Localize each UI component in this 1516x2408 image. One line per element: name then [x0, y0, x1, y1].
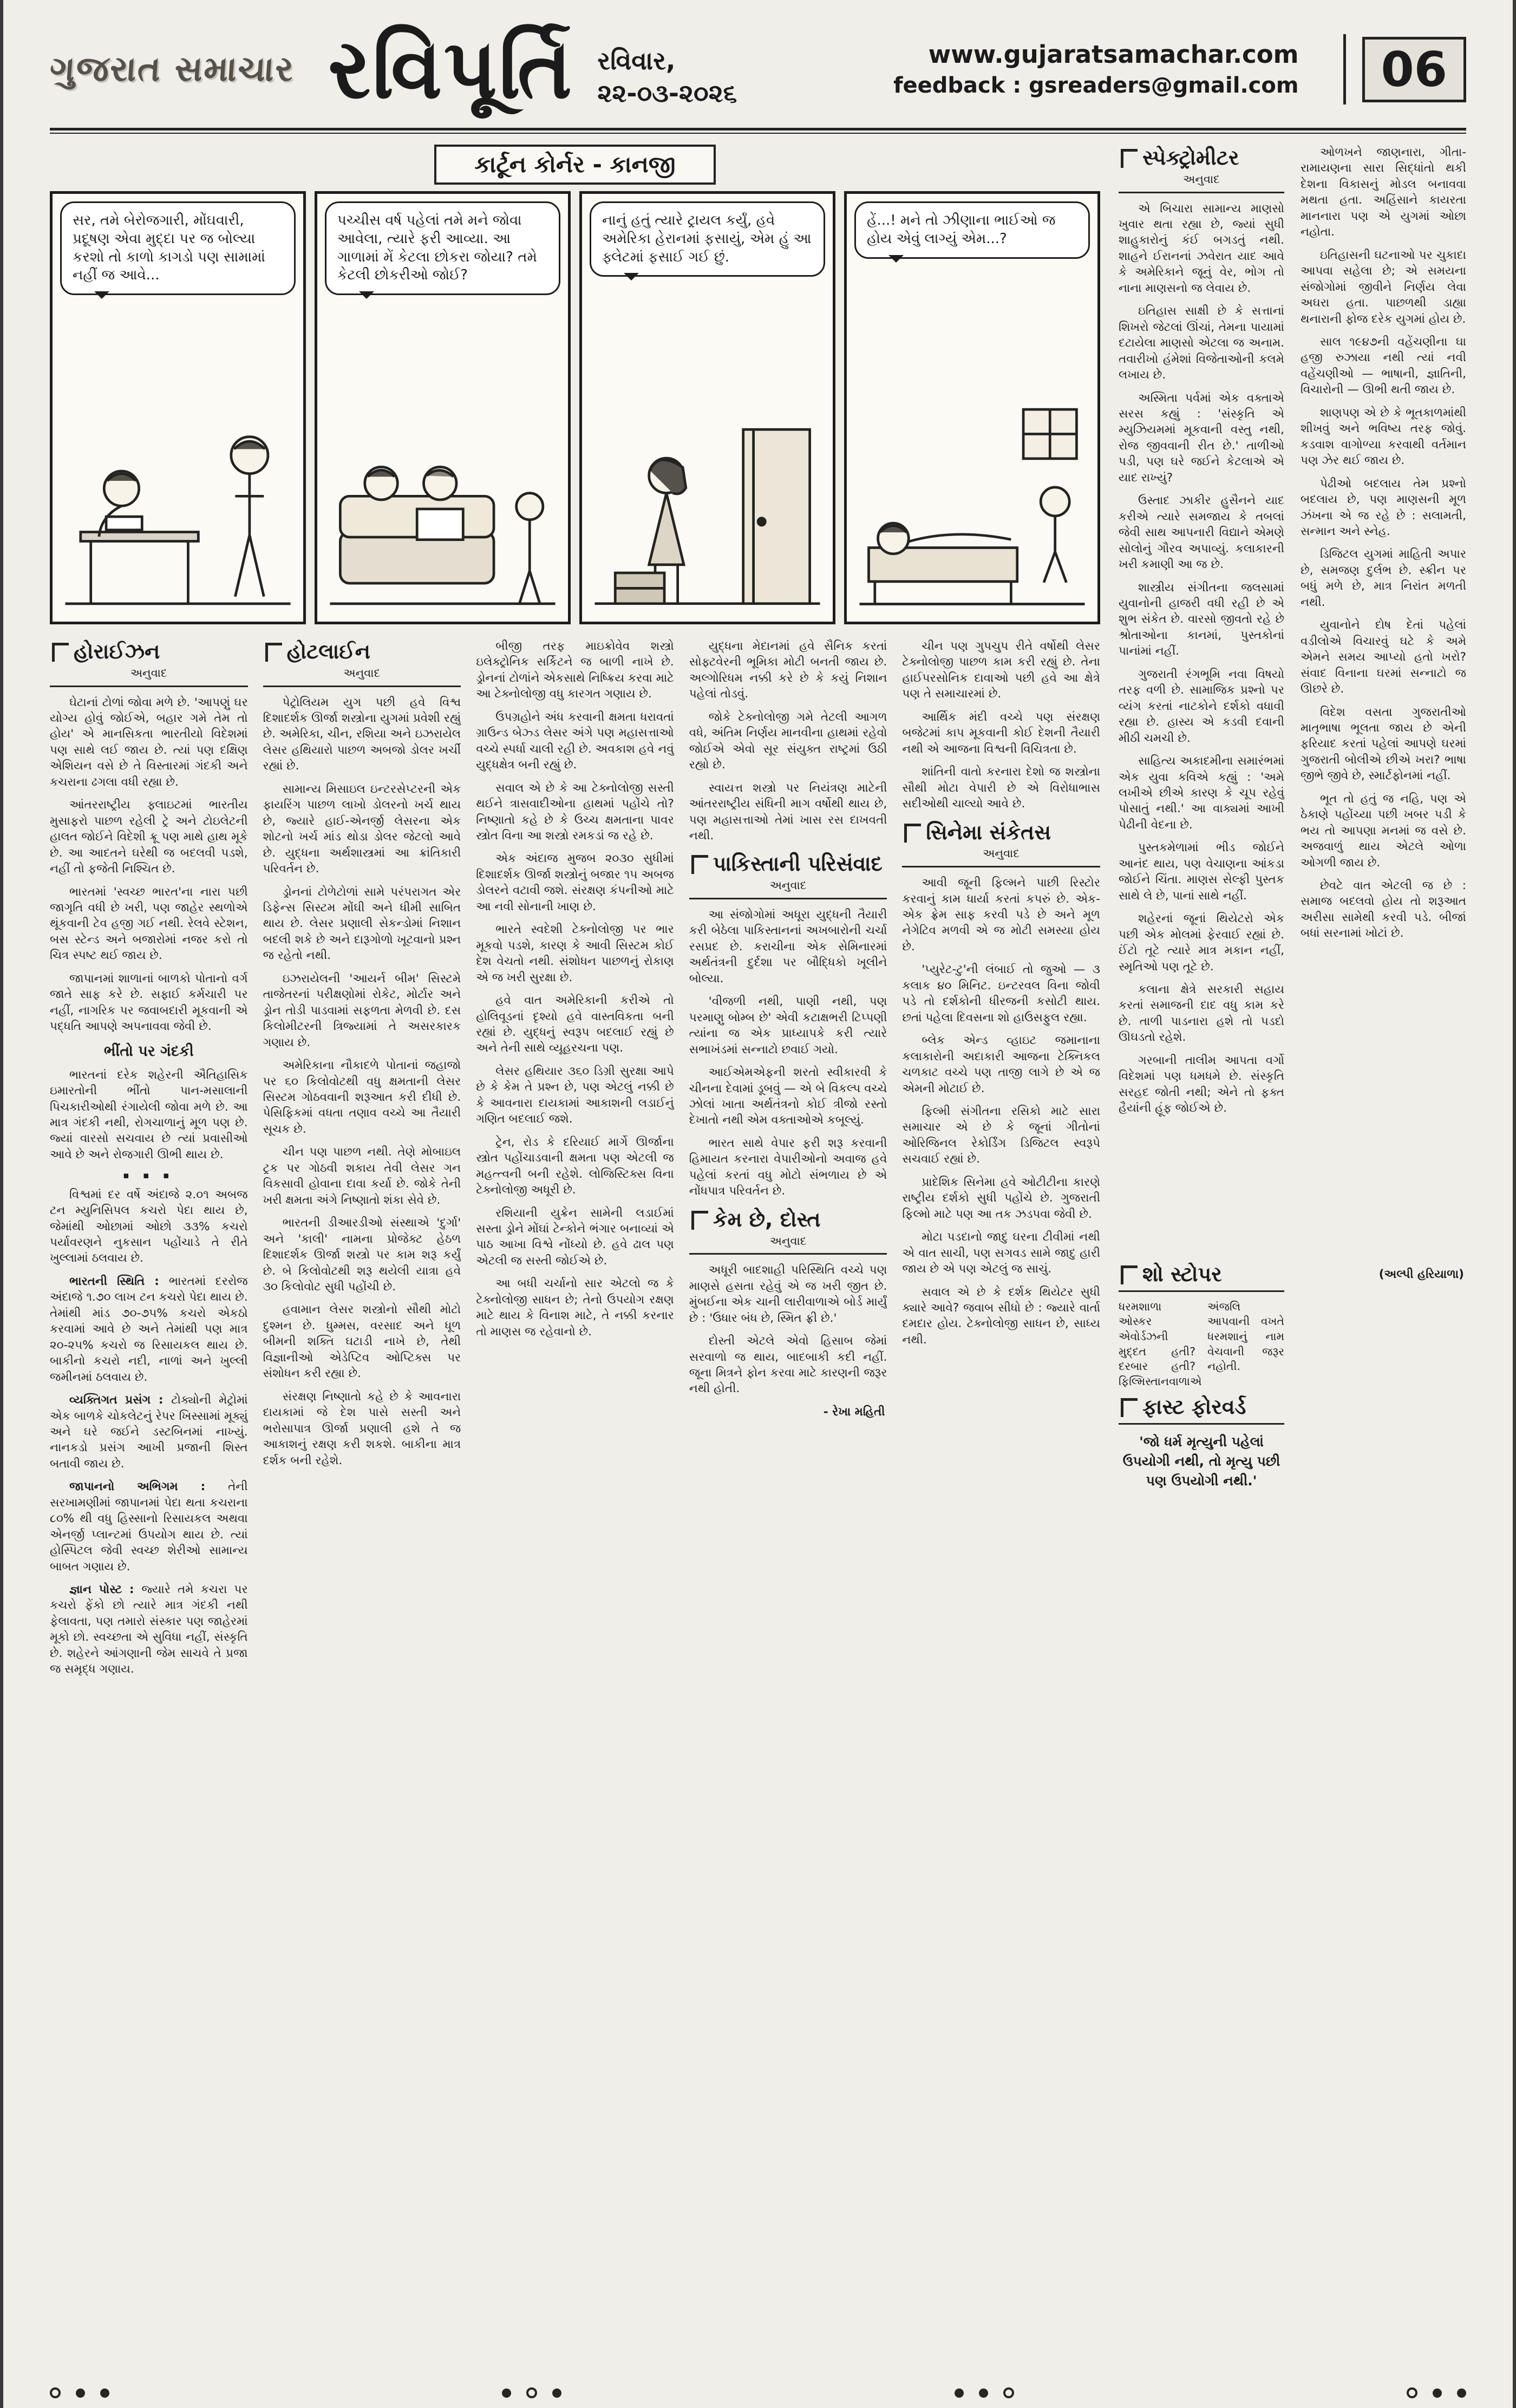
footer-dot-group — [502, 2387, 561, 2398]
footer-dot-group — [50, 2387, 109, 2398]
body-paragraph: આવી જૂની ફિલ્મને પાછી રિસ્ટોર કરવાનું કામ ધાર્યા કરતાં કપરું છે. એક-એક ફ્રેમ સાફ કરવી પડે છે અને મૂળ નેગેટિવ મળવી એ જ મોટી સમસ્યા હોય છે. — [902, 876, 1100, 954]
body-paragraph: કલાના ક્ષેત્રે સરકારી સહાય કરતાં સમાજની દાદ વધુ કામ કરે છે. તાળી પાડનારા હશે તો પડદો ઊઘડતો રહેશે. — [1119, 982, 1284, 1045]
body-paragraph: ઇતિહાસ સાક્ષી છે કે સત્તાનાં શિખરો જેટલાં ઊંચાં, તેમના પાયામાં દટાયેલા માણસો એટલા જ અનામ. તવારીખો હંમેશાં વિજેતાઓની કલમે લખાય છે. — [1119, 304, 1284, 382]
body-paragraph: અધૂરી બાદશાહી પરિસ્થિતિ વચ્ચે પણ માણસે હસતા રહેવું એ જ ખરી જીત છે. મુંબઈના એક ચાની લારીવાળાએ બોર્ડ માર્યું છે : 'ઉધાર બંધ છે, સ્મિત ફ્રી છે.' — [689, 1263, 887, 1325]
issue-day: રવિવાર, — [597, 46, 676, 76]
section-head — [1119, 1261, 1284, 1292]
body-paragraph: 'પ્યુરેટ-ટુ'ની લંબાઈ તો જુઓ — ૩ કલાક ૪૦ મિનિટ. ઇન્ટરવલ વિના જોવી પડે તો દર્શકોની ધીરજની કસોટી થાય. છતાં પહેલા દિવસના શો હાઉસફુલ રહ્યા. — [902, 963, 1100, 1024]
section-head — [902, 819, 1100, 868]
column-2 — [263, 638, 461, 2370]
main-text-columns — [50, 638, 1100, 2370]
footer-dot-group — [955, 2387, 1014, 2398]
body-paragraph: સાહિત્ય અકાદમીના સમારંભમાં એક યુવા કવિએ કહ્યું : 'અમે લખીએ છીએ કારણ કે ચૂપ રહેવું પોસાતું નથી.' આ વાક્યમાં આખી પેઢીની વેદના છે. — [1119, 754, 1284, 832]
paragraph-lead: વ્યક્તિગત પ્રસંગ : — [69, 1393, 172, 1407]
paragraph-lead: જ્ઞાન પોસ્ટ : — [69, 1583, 142, 1597]
author-byline-box — [1301, 1261, 1466, 2370]
speech-bubble: નાનું હતું ત્યારે ટ્રાયલ કર્યું, હવે અમેરિકા હેરાનમાં ફસાયું, એમ હું આ ફ્લેટમાં ફસાઈ ગઈ છું. — [590, 201, 825, 277]
body-paragraph: ડ્રોનનાં ટોળેટોળાં સામે પરંપરાગત એર ડિફેન્સ સિસ્ટમ મોંઘી અને ધીમી સાબિત થાય છે. લેસર પ્રણાલી સેકન્ડોમાં નિશાન બદલી શકે છે અને દારૂગોળો ખૂટવાનો પ્રશ્ન જ રહેતો નથી. — [263, 885, 461, 963]
section-head — [689, 1206, 887, 1255]
right-text-columns — [1119, 145, 1466, 2370]
body-paragraph: અસ્મિતા પર્વમાં એક વક્તાએ સરસ કહ્યું : 'સંસ્કૃતિ એ મ્યુઝિયમમાં મૂકવાની વસ્તુ નથી, રોજ જીવવાની રીત છે.' તાળીઓ પડી, પણ ઘરે જઈને કેટલાએ એ યાદ રાખ્યું? — [1119, 391, 1284, 485]
body-paragraph: વિશ્વમાં દર વર્ષે અંદાજે ૨.૦૧ અબજ ટન મ્યુનિસિપલ કચરો પેદા થાય છે, જેમાંથી ઓછામાં ઓછો ૩૩% કચરો પર્યાવરણને નુકસાન પહોંચાડે તે રીતે ખુલ્લામાં ઠલવાય છે. — [50, 1187, 248, 1265]
section-title: કેમ છે, દોસ્ત — [689, 1209, 887, 1231]
contact-block — [893, 38, 1298, 101]
section-subtitle: અનુવાદ — [130, 666, 167, 680]
body-paragraph: ઘેટાનાં ટોળાં જોવા મળે છે. 'આપણું ઘર યોગ્ય હોવું જોઈએ, બહાર ગમે તેમ તો હોય' એ માનસિકતા ભારતીયો વિદેશમાં પણ સાથે લઈ જાય છે. ત્યાં પણ દક્ષિણ એશિયન વસે છે તે વિસ્તારમાં ગંદકી અને કચરાના ઢગલા વધી રહ્યા છે. — [50, 695, 248, 789]
section-head — [689, 851, 887, 899]
column-3 — [476, 638, 674, 2370]
body-paragraph: ગરબાની તાલીમ આપતા વર્ગો વિદેશમાં પણ ધમધમે છે. સંસ્કૃતિ સરહદ જોતી નથી; એને તો ફક્ત હૈયાંની હૂંફ જોઈએ છે. — [1119, 1053, 1284, 1115]
body-paragraph: પુસ્તકમેળામાં ભીડ જોઈને આનંદ થાય, પણ વેચાણના આંકડા જોઈને ચિંતા. માણસ સેલ્ફી પુસ્તક સાથે લે છે, પાનાં સાથે નહીં. — [1119, 841, 1284, 903]
body-paragraph: લેસર હથિયાર ૩૬૦ ડિગ્રી સુરક્ષા આપે છે કે કેમ તે પ્રશ્ન છે, પણ એટલું નક્કી છે કે આવનારા દાયકામાં આકાશની લડાઈનું ગણિત બદલાઈ જશે. — [476, 1064, 674, 1126]
body-paragraph: સંરક્ષણ નિષ્ણાતો કહે છે કે આવનારા દાયકામાં જે દેશ પાસે સસ્તી અને ભરોસાપાત્ર ઊર્જા પ્રણાલી હશે તે જ આકાશનું રક્ષણ કરી શકશે. બાકીના માત્ર દર્શક બની રહેશે. — [263, 1389, 461, 1467]
feedback-email: feedback : gsreaders@gmail.com — [893, 73, 1299, 99]
body-paragraph: યુવાનોને દોષ દેતાં પહેલાં વડીલોએ વિચારવું ઘટે કે અમે એમને સમય આપ્યો હતો ખરો? સંવાદ વિનાના ઘરમાં સન્નાટો જ ઊછરે છે. — [1301, 618, 1466, 696]
cartoon-drawing-office — [60, 303, 296, 614]
body-paragraph: ચીન પણ પાછળ નથી. તેણે મોબાઇલ ટ્રક પર ગોઠવી શકાય તેવી લેસર ગન વિકસાવી હોવાના દાવા કર્યા છે. જોકે તેની ખરી ક્ષમતા અંગે નિષ્ણાતો શંકા સેવે છે. — [263, 1145, 461, 1207]
spectrometer-continued-text — [1301, 145, 1466, 1254]
body-paragraph: ભારતની ડીઆરડીઓ સંસ્થાએ 'દુર્ગા' અને 'કાલી' નામના પ્રોજેક્ટ હેઠળ દિશાદર્શક ઊર્જા શસ્ત્રો પર કામ શરૂ કર્યું છે. બે કિલોવોટથી શરૂ થયેલી યાત્રા હવે ૩૦ કિલોવોટ સુધી પહોંચી છે. — [263, 1216, 461, 1294]
column-5 — [902, 638, 1100, 2370]
body-paragraph: ઇઝરાયેલની 'આયર્ન બીમ' સિસ્ટમે તાજેતરનાં પરીક્ષણોમાં રોકેટ, મોર્ટાર અને ડ્રોન તોડી પાડવામાં સફળતા મેળવી છે. દસ કિલોમીટરની ત્રિજ્યામાં તે અસરકારક ગણાય છે. — [263, 971, 461, 1049]
body-paragraph: ભારતની સ્થિતિ : ભારતમાં દરરોજ અંદાજે ૧.૭૦ લાખ ટન કચરો પેદા થાય છે. તેમાંથી માંડ ૭૦-૭૫% કચરો એકઠો કરવામાં આવે છે અને તેમાંથી પણ માત્ર ૨૦-૨૫% કચરો જ રિસાયકલ થાય છે. બાકીનો કચરો નદી, નાળાં અને ખુલ્લી જમીનમાં ઠલવાય છે. — [50, 1274, 248, 1384]
cartoon-drawing-doorway — [590, 284, 825, 614]
cartoon-panel-3 — [579, 191, 835, 624]
newspaper-logo: ગુજરાત સમાચાર — [48, 49, 296, 89]
website-url: www.gujaratsamachar.com — [928, 40, 1299, 69]
footer-ornament — [50, 2387, 1466, 2398]
cartoon-drawing-sofa — [325, 303, 560, 614]
body-paragraph: સ્વાયત્ત શસ્ત્રો પર નિયંત્રણ માટેની આંતરરાષ્ટ્રીય સંધિની માગ વર્ષોથી થાય છે, પણ મહાસત્તાઓ તેમાં ખાસ રસ દાખવતી નથી. — [689, 781, 887, 843]
column-7 — [1301, 145, 1466, 2370]
body-paragraph: ફિલ્મી સંગીતના રસિકો માટે સારા સમાચાર એ છે કે જૂનાં ગીતોનાં ઓરિજિનલ રેકોર્ડિંગ ડિજિટલ સ્વરૂપે સચવાઈ રહ્યાં છે. — [902, 1104, 1100, 1166]
body-paragraph: જ્ઞાન પોસ્ટ : જ્યારે તમે કચરા પર કચરો ફેંકો છો ત્યારે માત્ર ગંદકી નથી ફેલાવતા, પણ તમારો સંસ્કાર પણ જાહેરમાં મૂકો છો. સ્વચ્છતા એ સુવિધા નહીં, સંસ્કૃતિ છે. શહેરને આંગણાની જેમ સાચવે તે પ્રજા જ સમૃદ્ધ ગણાય. — [50, 1583, 248, 1676]
section-head — [1119, 145, 1284, 193]
section-head — [50, 638, 248, 687]
body-paragraph: પેઢીઓ બદલાય તેમ પ્રશ્નો બદલાય છે, પણ માણસની મૂળ ઝંખના એ જ રહે છે : સલામતી, સન્માન અને સ્નેહ. — [1301, 477, 1466, 538]
body-paragraph: છેવટે વાત એટલી જ છે : સમાજ બદલવો હોય તો શરૂઆત અરીસા સામેથી કરવી પડે. બીજાં બધાં સરનામાં ખોટાં છે. — [1301, 879, 1466, 941]
body-paragraph: ઓળખને જાણનારા, ગીતા-રામાયણના સારા સિદ્ધાંતો થકી દેશના વિકાસનું મોડલ બનાવવા મથતા હતા. અહિંસાને કાયરતા માનનારા પણ એ યુગમાં ઓછા નહોતા. — [1301, 146, 1466, 239]
section-head — [1119, 1394, 1284, 1425]
body-paragraph: મોટા પડદાનો જાદુ ઘરના ટીવીમાં નથી એ વાત સાચી, પણ સગવડ સામે જાદુ હારી જાય છે એ પણ એટલું જ સાચું. — [902, 1230, 1100, 1276]
issue-date-numeric: ૨૨-૦૩-૨૦૨૬ — [597, 79, 737, 108]
masthead — [50, 15, 1466, 123]
body-paragraph: ટ્રેન, રોડ કે દરિયાઈ માર્ગે ઊર્જાના સ્ત્રોત પહોંચાડવાની ક્ષમતા પણ એટલી જ મહત્ત્વની બની રહેશે. લોજિસ્ટિક્સ વિના ટેક્નોલોજી અધૂરી છે. — [476, 1135, 674, 1197]
body-paragraph: સાલ ૧૯૪૭ની વહેંચણીના ઘા હજી રુઝાયા નથી ત્યાં નવી વહેંચણીઓ — ભાષાની, જ્ઞાતિની, વિચારોની — ઊભી થતી જાય છે. — [1301, 335, 1466, 397]
body-paragraph: ભારત સાથે વેપાર ફરી શરૂ કરવાની હિમાયત કરનારા વેપારીઓનો અવાજ હવે પહેલાં કરતાં વધુ મોટો સંભળાય છે એ નોંધપાત્ર પરિવર્તન છે. — [689, 1136, 887, 1198]
section-title: હોટલાઈન — [263, 641, 461, 663]
body-paragraph: શાંતિની વાતો કરનારા દેશો જ શસ્ત્રોના સૌથી મોટા વેપારી છે એ વિરોધાભાસ સદીઓથી ચાલ્યો આવે છે. — [902, 765, 1100, 811]
body-paragraph: ચીન પણ ગુપચુપ રીતે વર્ષોથી લેસર ટેક્નોલોજી પાછળ કામ કરી રહ્યું છે. તેના હાઈપરસોનિક દાવાઓ પછી હવે આ ક્ષેત્રે પણ તે સમાચારમાં છે. — [902, 639, 1100, 701]
cartoon-drawing-bedroom — [854, 266, 1090, 614]
paragraph-lead: જાપાનનો અભિગમ : — [69, 1480, 228, 1494]
body-paragraph: 'વીજળી નથી, પાણી નથી, પણ પરમાણુ બોમ્બ છે' એવી કટાક્ષભરી ટિપ્પણી ત્યાંના જ એક પ્રાધ્યાપકે કરી ત્યારે સભાખંડમાં સન્નાટો છવાઈ ગયો. — [689, 995, 887, 1056]
body-paragraph: જાપાનનો અભિગમ : તેની સરખામણીમાં જાપાનમાં પેદા થતા કચરાના ૮૦% થી વધુ હિસ્સાનો રિસાયકલ અથવા એનર્જી પ્લાન્ટમાં ઉપયોગ થાય છે. ત્યાં હોસ્પિટલ જેવી સ્વચ્છ શેરીઓ સામાન્ય બાબત ગણાય છે. — [50, 1480, 248, 1574]
body-paragraph: અમેરિકાના નૌકાદળે પોતાનાં જહાજો પર ૬૦ કિલોવોટથી વધુ ક્ષમતાની લેસર સિસ્ટમ ગોઠવવાની શરૂઆત કરી દીધી છે. પેસિફિકમાં વધતા તણાવ વચ્ચે આ તૈયારી સૂચક છે. — [263, 1059, 461, 1136]
byline: - રેખા મહિતી — [823, 1405, 885, 1419]
body-paragraph: હવે વાત અમેરિકાની કરીએ તો હોલિવૂડનાં દૃશ્યો હવે વાસ્તવિકતા બની રહ્યાં છે. યુદ્ધનું સ્વરૂપ બદલાઈ રહ્યું છે અને તેની સાથે વ્યૂહરચના પણ. — [476, 994, 674, 1055]
column-1 — [50, 638, 248, 2370]
body-paragraph: ભારતમાં 'સ્વચ્છ ભારત'ના નારા પછી જાગૃતિ વધી છે ખરી, પણ જાહેર સ્થળોએ થૂંકવાની ટેવ હજી ગઈ નથી. રેલવે સ્ટેશન, બસ સ્ટેન્ડ અને બજારોમાં નજર કરો તો ચિત્ર સ્પષ્ટ થઈ જાય છે. — [50, 885, 248, 963]
supplement-title: રવિપૂર્તિ — [328, 21, 574, 117]
body-paragraph: સવાલ એ છે કે આ ટેક્નોલોજી સસ્તી થઈને ત્રાસવાદીઓના હાથમાં પહોંચે તો? નિષ્ણાતો કહે છે કે ઉચ્ચ ક્ષમતાના પાવર સ્ત્રોત વિના આ શસ્ત્રો રમકડાં જ રહે છે. — [476, 781, 674, 843]
body-paragraph: ગુજરાતી રંગભૂમિ નવા વિષયો તરફ વળી છે. સામાજિક પ્રશ્નો પર વ્યંગ કરતાં નાટકોને દર્શકો વધાવી રહ્યા છે. હાસ્ય એ કડવી દવાની મીઠી ચમચી છે. — [1119, 667, 1284, 745]
section-subtitle: અનુવાદ — [343, 666, 381, 680]
body-paragraph: બ્લેક એન્ડ વ્હાઇટ જમાનાના કલાકારોની અદાકારી આજના ટેક્નિકલ ચળકાટ વચ્ચે પણ તાજી લાગે છે એ જ એમની મોટાઈ છે. — [902, 1034, 1100, 1095]
paragraph-separator: ▪ ▪ ▪ — [123, 1170, 175, 1182]
body-paragraph: ભૂત તો હતું જ નહિ, પણ એ ઠેકાણે પહોંચ્યા પછી ખબર પડી કે ભય તો આપણા મનમાં જ વસે છે. અજવાળું થાય એટલે ઓળા ઓગળી જાય છે. — [1301, 792, 1466, 870]
body-paragraph: હવામાન લેસર શસ્ત્રોનો સૌથી મોટો દુશ્મન છે. ધુમ્મસ, વરસાદ અને ધૂળ બીમની શક્તિ ઘટાડી નાખે છે, તેથી વિજ્ઞાનીઓ એડેપ્ટિવ ઓપ્ટિક્સ પર સંશોધન કરી રહ્યા છે. — [263, 1303, 461, 1381]
body-paragraph: એક અંદાજ મુજબ ૨૦૩૦ સુધીમાં દિશાદર્શક ઊર્જા શસ્ત્રોનું બજાર ૧૫ અબજ ડોલરને વટાવી જશે. સંરક્ષણ કંપનીઓ માટે આ નવી સોનાની ખાણ છે. — [476, 852, 674, 913]
body-paragraph: આંતરરાષ્ટ્રીય ફ્લાઇટમાં ભારતીય મુસાફરો પાછળ રહેલી ટ્રે અને ટોઇલેટની હાલત જોઈને વિદેશી ક્રૂ પણ માથે હાથ મૂકે છે. આ આદતને ઘરેથી જ બદલવી પડશે, નહીં તો ફજેતી નિશ્ચિત છે. — [50, 798, 248, 876]
body-paragraph: પેટ્રોલિયમ યુગ પછી હવે વિશ્વ દિશાદર્શક ઊર્જા શસ્ત્રોના યુગમાં પ્રવેશી રહ્યું છે. અમેરિકા, ચીન, રશિયા અને ઇઝરાયેલ લેસર હથિયારો પાછળ અબજો ડોલર ખર્ચી રહ્યાં છે. — [263, 695, 461, 773]
column-4 — [689, 638, 887, 2370]
quote-text: 'જો ધર્મ મૃત્યુની પહેલાં ઉપયોગી નથી, તો મૃત્યુ પછી પણ ઉપયોગી નથી.' — [1122, 1433, 1280, 1489]
cartoon-panel-1 — [50, 191, 306, 624]
header-divider — [1343, 34, 1346, 105]
section-subtitle: અનુવાદ — [769, 1234, 807, 1248]
body-paragraph: બીજી તરફ માઇક્રોવેવ શસ્ત્રો ઇલેક્ટ્રોનિક સર્કિટને જ બાળી નાખે છે. ડ્રોનનાં ટોળાંને એકસાથે નિષ્ક્રિય કરવા માટે આ ટેક્નોલોજી વધુ કારગત ગણાય છે. — [476, 639, 674, 701]
cartoon-panel-4 — [844, 191, 1100, 624]
byline: (અલ્પી હરિયાળા) — [1378, 1268, 1464, 1281]
body-paragraph: ઉસ્તાદ ઝાકીર હુસૈનને યાદ કરીએ ત્યારે સમજાય કે તબલાં જેવી સાથ આપનારી વિદ્યાને એમણે સોલોનું ગૌરવ અપાવ્યું. કલાકારની ખરી કમાણી આ જ છે. — [1119, 494, 1284, 572]
body-paragraph: ભારતનાં દરેક શહેરની ઐતિહાસિક ઇમારતોની ભીંતો પાન-મસાલાની પિચકારીઓથી રંગાયેલી જોવા મળે છે. આ માત્ર ગંદકી નથી, રોગચાળાનું મૂળ પણ છે. જ્યાં વારસો સચવાય છે ત્યાં પ્રવાસીઓ આવે છે અને રોજગારી ઊભી થાય છે. — [50, 1068, 248, 1161]
section-title: પાકિસ્તાની પરિસંવાદ — [689, 853, 887, 876]
cartoon-section — [50, 145, 1100, 624]
body-paragraph: આ સંજોગોમાં અધૂરા યુદ્ધની તૈયારી કરી બેઠેલા પાકિસ્તાનનાં અખબારોની ચર્ચા રસપ્રદ છે. કરાચીના એક સેમિનારમાં અર્થતંત્રની દુર્દશા પર બૌદ્ધિકો ખૂલીને બોલ્યા. — [689, 908, 887, 986]
speech-bubble: પચ્ચીસ વર્ષ પહેલાં તમે મને જોવા આવેલા, ત્યારે ફરી આવ્યા. આ ગાળામાં મેં કેટલા છોકરા જોયા? તમે કેટલી છોકરીઓ જોઈ? — [325, 201, 560, 295]
speech-bubble: હેં...! મને તો ઝીણાના ભાઈઓ જ હોય એવું લાગ્યું એમ...? — [854, 201, 1090, 259]
body-paragraph: સામાન્ય મિસાઇલ ઇન્ટરસેપ્ટરની એક ફાયરિંગ પાછળ લાખો ડોલરનો ખર્ચ થાય છે, જ્યારે હાઈ-એનર્જી લેસરના એક શોટનો ખર્ચ માંડ થોડા ડોલર જેટલો આવે છે. યુદ્ધના અર્થશાસ્ત્રમાં આ ક્રાંતિકારી પરિવર્તન છે. — [263, 782, 461, 876]
masthead-rule — [50, 128, 1466, 134]
page-number: 06 — [1362, 37, 1466, 102]
body-paragraph: ડિજિટલ યુગમાં માહિતી અપાર છે, સમજણ દુર્લભ છે. સ્ક્રીન પર બધું મળે છે, માત્ર નિરાંત મળતી નથી. — [1301, 547, 1466, 609]
section-title: સ્પેક્ટ્રોમીટર — [1119, 147, 1284, 169]
body-paragraph: રશિયાની યુક્રેન સામેની લડાઈમાં સસ્તા ડ્રોને મોંઘાં ટેન્કોને ભંગાર બનાવ્યાં એ પાઠ આખા વિશ્વે નોંધ્યો છે. હવે ઢાલ પણ એટલી જ સસ્તી જોઈએ છે. — [476, 1206, 674, 1268]
body-paragraph: શાણપણ એ છે કે ભૂતકાળમાંથી શીખવું અને ભવિષ્ય તરફ જોવું. કડવાશ વાગોળ્યા કરવાથી વર્તમાન પણ ઝેર થઈ જાય છે. — [1301, 406, 1466, 468]
body-paragraph: એ બિચારા સામાન્ય માણસો ખુવાર થતા રહ્યા છે, જ્યાં સુધી શાહુકારોનું કંઈ બગડતું નથી. શાહને ઈરાનનાં ઝવેરાત યાદ આવે કે અમેરિકાને જૂનું વેર, ભોગ તો નાના માણસનો જ લેવાય છે. — [1119, 201, 1284, 295]
issue-date — [597, 45, 737, 110]
body-paragraph: જોકે ટેક્નોલોજી ગમે તેટલી આગળ વધે, અંતિમ નિર્ણય માનવીના હાથમાં રહેવો જોઈએ એવો સૂર સંયુક્ત રાષ્ટ્રમાં ઉઠી રહ્યો છે. — [689, 710, 887, 772]
body-paragraph: વિદેશ વસતા ગુજરાતીઓ માતૃભાષા ભૂલતા જાય છે એની ફરિયાદ કરતાં પહેલાં આપણે ઘરમાં ગુજરાતી બોલીએ છીએ ખરા? ભાષા જીભે જીવે છે, સ્માર્ટફોનમાં નહીં. — [1301, 705, 1466, 783]
section-title: ફાસ્ટ ફોરવર્ડ — [1119, 1396, 1284, 1419]
body-paragraph: દોસ્તી એટલે એવો હિસાબ જેમાં સરવાળો જ થાય, બાદબાકી કદી નહીં. જૂના મિત્રને ફોન કરવા માટે કારણની જરૂર નથી હોતી. — [689, 1334, 887, 1396]
section-subtitle: અનુવાદ — [769, 879, 807, 892]
body-paragraph: સવાલ એ છે કે દર્શક થિયેટર સુધી ક્યારે આવે? જવાબ સીધો છે : જ્યારે વાર્તા દમદાર હોય. ટેક્નોલોજી સાધન છે, સાધ્ય નથી. — [902, 1285, 1100, 1347]
speech-bubble: સર, તમે બેરોજગારી, મોંઘવારી, પ્રદૂષણ એવા મુદ્દા પર જ બોલ્યા કરશો તો કાળો કાગડો પણ સામામાં નહીં જ આવે... — [60, 201, 296, 295]
body-paragraph: આર્થિક મંદી વચ્ચે પણ સંરક્ષણ બજેટમાં કાપ મૂકવાની કોઈ દેશની તૈયારી નથી એ આજના વિશ્વની વિચિત્રતા છે. — [902, 710, 1100, 756]
paragraph-lead: ભારતની સ્થિતિ : — [69, 1274, 169, 1288]
body-paragraph: પ્રાદેશિક સિનેમા હવે ઓટીટીના કારણે રાષ્ટ્રીય દર્શકો સુધી પહોંચે છે. ગુજરાતી ફિલ્મો માટે પણ આ તક ઝડપવા જેવી છે. — [902, 1175, 1100, 1221]
section-head — [263, 638, 461, 687]
body-paragraph: આ બધી ચર્ચાનો સાર એટલો જ કે ટેક્નોલોજી સાધન છે; તેનો ઉપયોગ રક્ષણ માટે થાય કે વિનાશ માટે, તે નક્કી કરનાર તો માણસ જ રહેવાનો છે. — [476, 1277, 674, 1339]
body-paragraph: ઉપગ્રહોને અંધ કરવાની ક્ષમતા ધરાવતાં ગ્રાઉન્ડ બેઝ્ડ લેસર અંગે પણ મહાસત્તાઓ વચ્ચે સ્પર્ધા ચાલી રહી છે. અવકાશ હવે નવું યુદ્ધક્ષેત્ર બની રહ્યું છે. — [476, 710, 674, 772]
section-title: શો સ્ટોપર — [1119, 1263, 1284, 1286]
body-paragraph: વ્યક્તિગત પ્રસંગ : ટોક્યોની મેટ્રોમાં એક બાળકે ચોકલેટનું રેપર ખિસ્સામાં મૂક્યું અને ઘરે જઈને ડસ્ટબિનમાં નાખ્યું. નાનકડો પ્રસંગ આખી પ્રજાની શિસ્ત બતાવી જાય છે. — [50, 1393, 248, 1471]
section-title: સિનેમા સંકેતસ — [902, 821, 1100, 844]
body-paragraph: આઈએમએફની શરતો સ્વીકારવી કે ચીનના દેવામાં ડૂબવું — એ બે વિકલ્પ વચ્ચે ઝોલાં ખાતા અર્થતંત્રનો કોઈ ત્રીજો રસ્તો દેખાતો નથી એમ વક્તાઓએ કબૂલ્યું. — [689, 1066, 887, 1127]
body-paragraph: ઇતિહાસની ઘટનાઓ પર ચુકાદા આપવા સહેલા છે; એ સમયના સંજોગોમાં જીવીને નિર્ણય લેવા અઘરા હતા. પાછળથી ડાહ્યા થનારાની ફોજ દરેક યુગમાં હોય છે. — [1301, 248, 1466, 326]
footer-dot-group — [1407, 2387, 1466, 2398]
spectrometer-text — [1119, 145, 1284, 1254]
section-subtitle: અનુવાદ — [983, 847, 1020, 860]
body-paragraph: ભારતે સ્વદેશી ટેક્નોલોજી પર ભાર મૂકવો પડશે, કારણ કે આવી સિસ્ટમ કોઈ દેશ વેચતો નથી. સંશોધન પાછળનું રોકાણ એ જ ખરી સુરક્ષા છે. — [476, 923, 674, 984]
cartoon-section-title: કાર્ટૂન કોર્નર - કાનજી — [434, 145, 715, 185]
body-paragraph: શહેરનાં જૂનાં થિયેટરો એક પછી એક મોલમાં ફેરવાઈ રહ્યાં છે. ઈંટો તૂટે ત્યારે માત્ર મકાન નહીં, સ્મૃતિઓ પણ તૂટે છે. — [1119, 912, 1284, 974]
section-title: હોરાઈઝન — [50, 641, 248, 663]
body-paragraph: શાસ્ત્રીય સંગીતના જલસામાં યુવાનોની હાજરી વધી રહી છે એ શુભ સંકેત છે. વારસો જીવતો રહે છે શ્રોતાઓના કાનમાં, પુસ્તકોનાં પાનાંમાં નહીં. — [1119, 580, 1284, 658]
body-paragraph: યુદ્ધના મેદાનમાં હવે સૈનિક કરતાં સોફ્ટવેરની ભૂમિકા મોટી બનતી જાય છે. અલ્ગોરિધમ નક્કી કરે છે કે કયું નિશાન પહેલાં તોડવું. — [689, 639, 887, 701]
two-column-snippet: ધરમશાળા ઓસ્કર એવોર્ડઝની મુદ્દત હતી? દરબાર હતી? ફિલ્મિસ્તાનવાળાએ અંજલિ આપવાની વખતે ધરમશાનું નામ વેચવાની જરૂર નહોતી. — [1119, 1300, 1284, 1388]
sub-headline: ભીંતો પર ગંદકી — [103, 1042, 194, 1060]
section-subtitle: અનુવાદ — [1183, 172, 1220, 186]
column-6 — [1119, 145, 1284, 2370]
cartoon-panel-2 — [315, 191, 571, 624]
bottom-sections — [1119, 1261, 1284, 2370]
body-paragraph: જાપાનમાં શાળાનાં બાળકો પોતાનો વર્ગ જાતે સાફ કરે છે. સફાઈ કર્મચારી પર નહીં, નાગરિક પર જવાબદારી મૂકવાની એ પદ્ધતિ આપણે અપનાવવા જેવી છે. — [50, 971, 248, 1034]
